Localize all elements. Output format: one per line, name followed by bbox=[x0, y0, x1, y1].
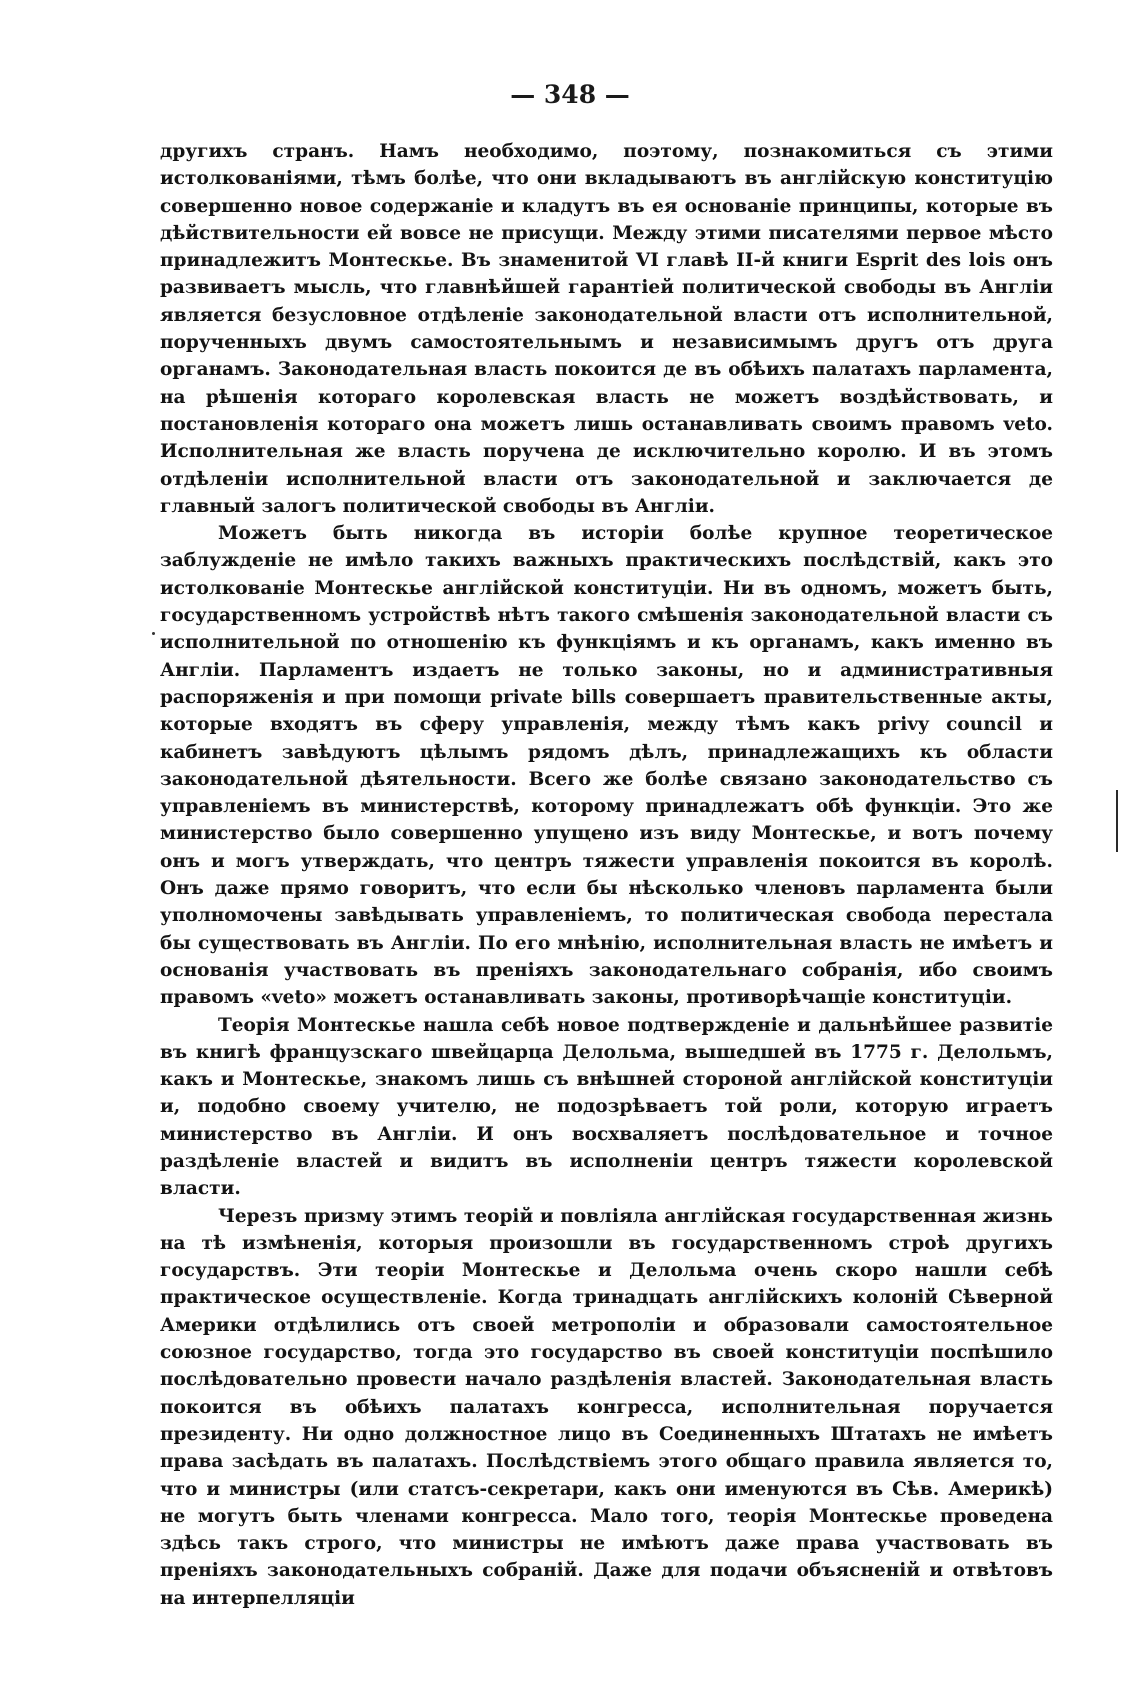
paragraph-1: другихъ странъ. Намъ необходимо, поэтому, познакомиться съ этими истолкованіями, тѣмъ болѣе, что они вкладываютъ въ англійскую конституцію совершенно новое содержаніе и кладутъ въ ея основаніе принципы, которые въ дѣйствительности ей вовсе не присущи. Между этими писателями первое мѣсто принадлежитъ Монтескье. Въ знаменитой VI главѣ II-й книги Esprit des lois онъ развиваетъ мысль, что главнѣйшей гарантіей политической свободы въ Англіи является безусловное отдѣленіе законодательной власти отъ исполнительной, порученныхъ двумъ самостоятельнымъ и независимымъ другъ отъ друга органамъ. Законодательная власть покоится де въ обѣихъ палатахъ парламента, на рѣшенія котораго королевская власть не можетъ воздѣйствовать, и постановленія котораго она можетъ лишь останавливать своимъ правомъ veto. Исполнительная же власть поручена де исключительно королю. И въ этомъ отдѣленіи исполнительной власти отъ законодательной и заключается де главный залогъ политической свободы въ Англіи. bbox=[160, 141, 1053, 517]
paragraph-2: Можетъ быть никогда въ исторіи болѣе крупное теоретическое заблужденіе не имѣло такихъ важныхъ практическихъ послѣдствій, какъ это истолкованіе Монтескье англійской конституціи. Ни въ одномъ, можетъ быть, государственномъ устройствѣ нѣтъ такого смѣшенія законодательной власти съ исполнительной по отношенію къ функціямъ и къ органамъ, какъ именно въ Англіи. Парламентъ издаетъ не только законы, но и административныя распоряженія и при помощи private bills совершаетъ правительственные акты, которые входятъ въ сферу управленія, между тѣмъ какъ privy council и кабинетъ завѣдуютъ цѣлымъ рядомъ дѣлъ, принадлежащихъ къ области законодательной дѣятельности. Всего же болѣе связано законодательство съ управленіемъ въ министерствѣ, которому принадлежатъ обѣ функціи. Это же министерство было совершенно упущено изъ виду Монтескье, и вотъ почему онъ и могъ утверждать, что центръ тяжести управленія покоится въ королѣ. Онъ даже прямо говоритъ, что если бы нѣсколько членовъ парламента были уполномочены завѣдывать управленіемъ, то политическая свобода перестала бы существовать въ Англіи. По его мнѣнію, исполнительная власть не имѣетъ и основанія участвовать въ преніяхъ законодательнаго собранія, ибо своимъ правомъ «veto» можетъ останавливать законы, противорѣчащіе конституціи. bbox=[160, 523, 1053, 1009]
page-body bbox=[160, 138, 1053, 1612]
paragraph-4: Черезъ призму этимъ теорій и повліяла англійская государственная жизнь на тѣ измѣненія, которыя произошли въ государственномъ строѣ другихъ государствъ. Эти теоріи Монтескье и Делольма очень скоро нашли себѣ практическое осуществленіе. Когда тринадцать англійскихъ колоній Сѣверной Америки отдѣлились отъ своей метрополіи и образовали самостоятельное союзное государство, тогда это государство въ своей конституціи поспѣшило послѣдовательно провести начало раздѣленія властей. Законодательная власть покоится въ обѣихъ палатахъ конгресса, исполнительная поручается президенту. Ни одно должностное лицо въ Соединенныхъ Штатахъ не имѣетъ права засѣдать въ палатахъ. Послѣдствіемъ этого общаго правила является то, что и министры (или статсъ-секретари, какъ они именуются въ Сѣв. Америкѣ) не могутъ быть членами конгресса. Мало того, теорія Монтескье проведена здѣсь такъ строго, что министры не имѣютъ даже права участвовать въ преніяхъ законодательныхъ собраній. Даже для подачи объясненій и отвѣтовъ на интерпелляціи bbox=[160, 1205, 1053, 1609]
print-speck bbox=[152, 632, 155, 635]
page-number: — 348 — bbox=[510, 80, 630, 109]
margin-mark bbox=[1116, 790, 1118, 852]
paragraph-3: Теорія Монтескье нашла себѣ новое подтвержденіе и дальнѣйшее развитіе въ книгѣ французскаго швейцарца Делольма, вышедшей въ 1775 г. Делольмъ, какъ и Монтескье, знакомъ лишь съ внѣшней стороной англійской конституціи и, подобно своему учителю, не подозрѣваетъ той роли, которую играетъ министерство въ Англіи. И онъ восхваляетъ послѣдовательное и точное раздѣленіе властей и видитъ въ исполненіи центръ тяжести королевской власти. bbox=[160, 1014, 1053, 1200]
